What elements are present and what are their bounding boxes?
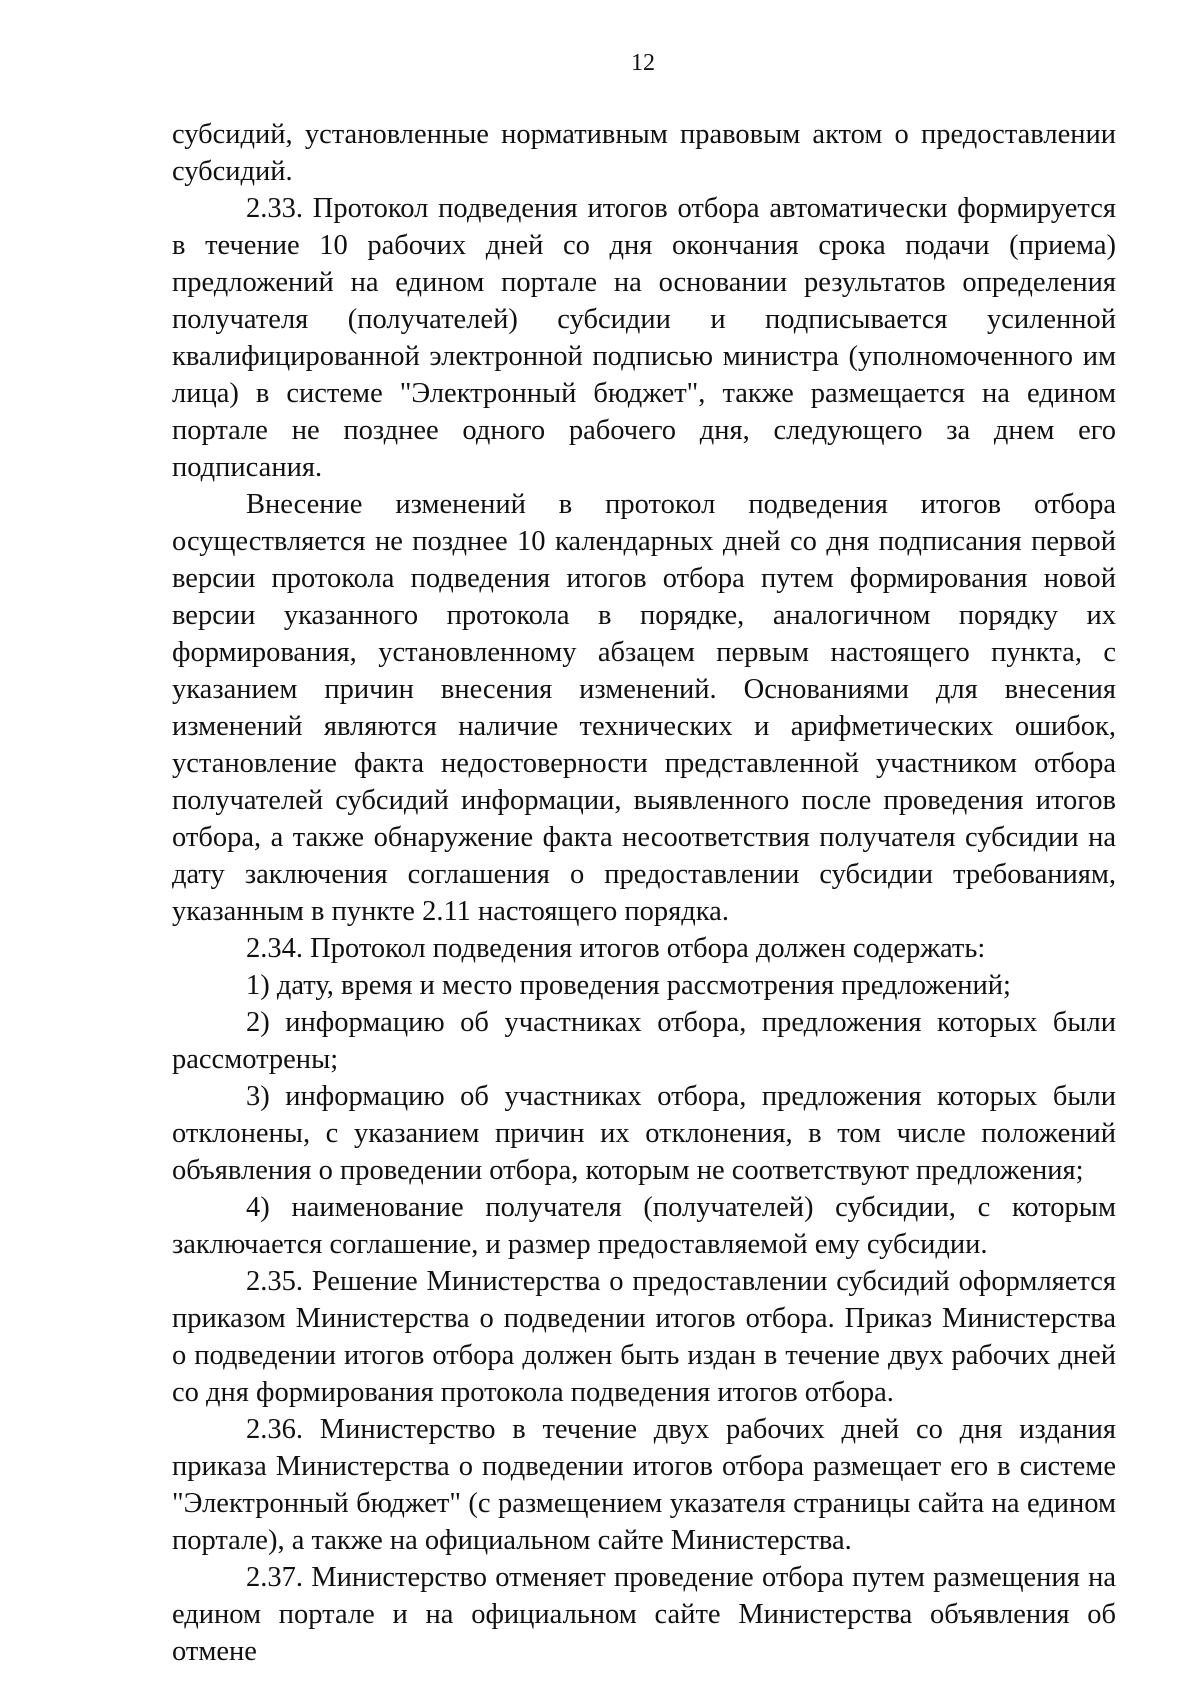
paragraph-2-36: 2.36. Министерство в течение двух рабочих дней со дня издания приказа Министерства о подведении итогов отбора размещает его в системе "Электронный бюджет" (с размещением указателя страницы сайта на едином портале), а также на официальном сайте Министерства. xyxy=(172,1414,1116,1556)
paragraph-2-35: 2.35. Решение Министерства о предоставлении субсидий оформляется приказом Министерства о подведении итогов отбора. Приказ Министерства о подведении итогов отбора должен быть издан в течение двух рабочих дней со дня формирования протокола подведения итогов отбора. xyxy=(172,1266,1116,1408)
document-body xyxy=(172,116,1116,1670)
list-item-4: 4) наименование получателя (получателей) субсидии, с которым заключается соглашение, и размер предоставляемой ему субсидии. xyxy=(172,1192,1116,1260)
page-number-area xyxy=(0,48,1200,78)
list-item-3: 3) информацию об участниках отбора, предложения которых были отклонены, с указанием причин их отклонения, в том числе положений объявления о проведении отбора, которым не соответствуют предложения; xyxy=(172,1081,1116,1186)
page-number: 12 xyxy=(631,50,655,76)
paragraph-2-34: 2.34. Протокол подведения итогов отбора должен содержать: xyxy=(246,933,986,964)
paragraph-amendments: Внесение изменений в протокол подведения итогов отбора осуществляется не позднее 10 календарных дней со дня подписания первой версии протокола подведения итогов отбора путем формирования новой версии указанного протокола в порядке, аналогичном порядку их формирования, установленному абзацем первым настоящего пункта, с указанием причин внесения изменений. Основаниями для внесения изменений являются наличие технических и арифметических ошибок, установление факта недостоверности представленной участником отбора получателей субсидий информации, выявленного после проведения итогов отбора, а также обнаружение факта несоответствия получателя субсидии на дату заключения соглашения о предоставлении субсидии требованиям, указанным в пункте 2.11 настоящего порядка. xyxy=(172,489,1116,927)
paragraph-continuation: субсидий, установленные нормативным правовым актом о предоставлении субсидий. xyxy=(172,119,1116,187)
list-item-1: 1) дату, время и место проведения рассмотрения предложений; xyxy=(246,970,1011,1001)
paragraph-2-37: 2.37. Министерство отменяет проведение отбора путем размещения на едином портале и на официальном сайте Министерства объявления об отмене xyxy=(172,1562,1116,1667)
paragraph-2-33: 2.33. Протокол подведения итогов отбора автоматически формируется в течение 10 рабочих дней со дня окончания срока подачи (приема) предложений на едином портале на основании результатов определения получателя (получателей) субсидии и подписывается усиленной квалифицированной электронной подписью министра (уполномоченного им лица) в системе "Электронный бюджет", также размещается на едином портале не позднее одного рабочего дня, следующего за днем его подписания. xyxy=(172,193,1116,483)
list-item-2: 2) информацию об участниках отбора, предложения которых были рассмотрены; xyxy=(172,1007,1116,1075)
